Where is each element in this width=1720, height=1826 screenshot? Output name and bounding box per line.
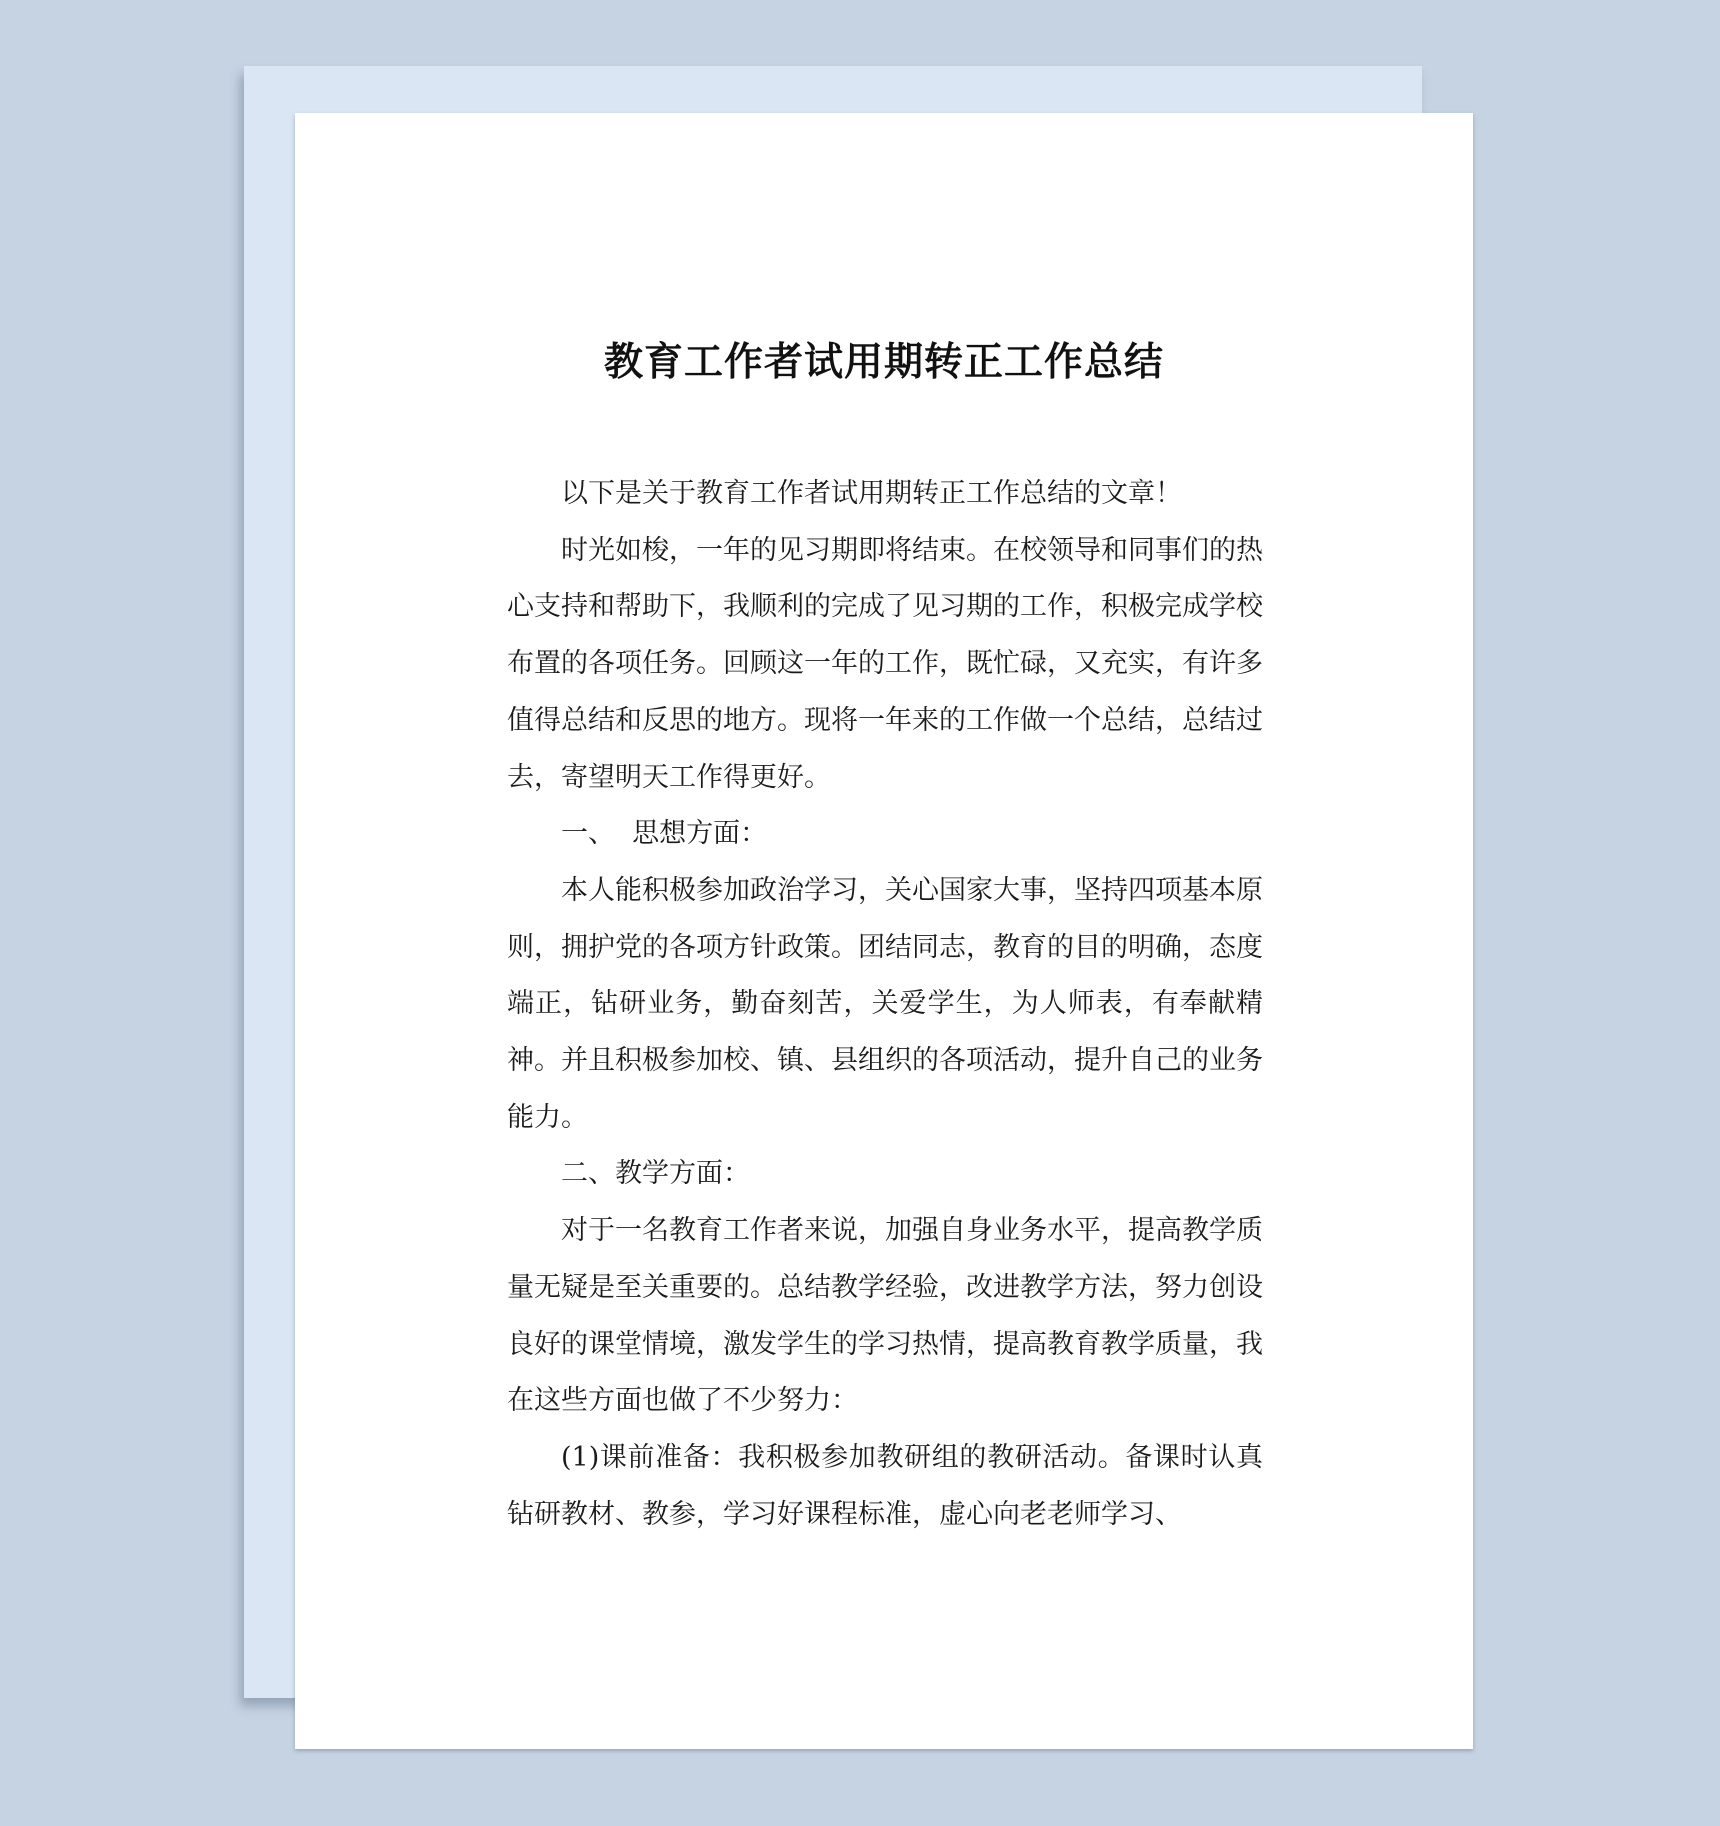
document-title: 教育工作者试用期转正工作总结 [603, 340, 1164, 385]
section-heading-thought: 一、 思想方面： [561, 818, 768, 850]
paragraph-teaching: 对于一名教育工作者来说，加强自身业务水平，提高教学质量无疑是至关重要的。总结教学经验，改进教学方法，努力创设良好的课堂情境，激发学生的学习热情，提高教育教学质量，我在这些方面也做了不少努力： [507, 1215, 1263, 1417]
paragraph-intro: 以下是关于教育工作者试用期转正工作总结的文章！ [561, 478, 1182, 509]
section-heading-teaching: 二、教学方面： [561, 1158, 750, 1190]
paragraph-lesson-prep: (1)课前准备：我积极参加教研组的教研活动。备课时认真钻研教材、教参，学习好课程标准，虚心向老老师学习、 [507, 1441, 1263, 1530]
document-body [507, 466, 1263, 1543]
paragraph-overview: 时光如梭，一年的见习期即将结束。在校领导和同事们的热心支持和帮助下，我顺利的完成了见习期的工作，积极完成学校布置的各项任务。回顾这一年的工作，既忙碌，又充实，有许多值得总结和反思的地方。现将一年来的工作做一个总结，总结过去，寄望明天工作得更好。 [507, 534, 1263, 793]
paragraph-thought: 本人能积极参加政治学习，关心国家大事，坚持四项基本原则，拥护党的各项方针政策。团结同志，教育的目的明确，态度端正，钻研业务，勤奋刻苦，关爱学生，为人师表，有奉献精神。并且积极参加校、镇、县组织的各项活动，提升自己的业务能力。 [507, 874, 1263, 1133]
document-page [295, 113, 1473, 1749]
